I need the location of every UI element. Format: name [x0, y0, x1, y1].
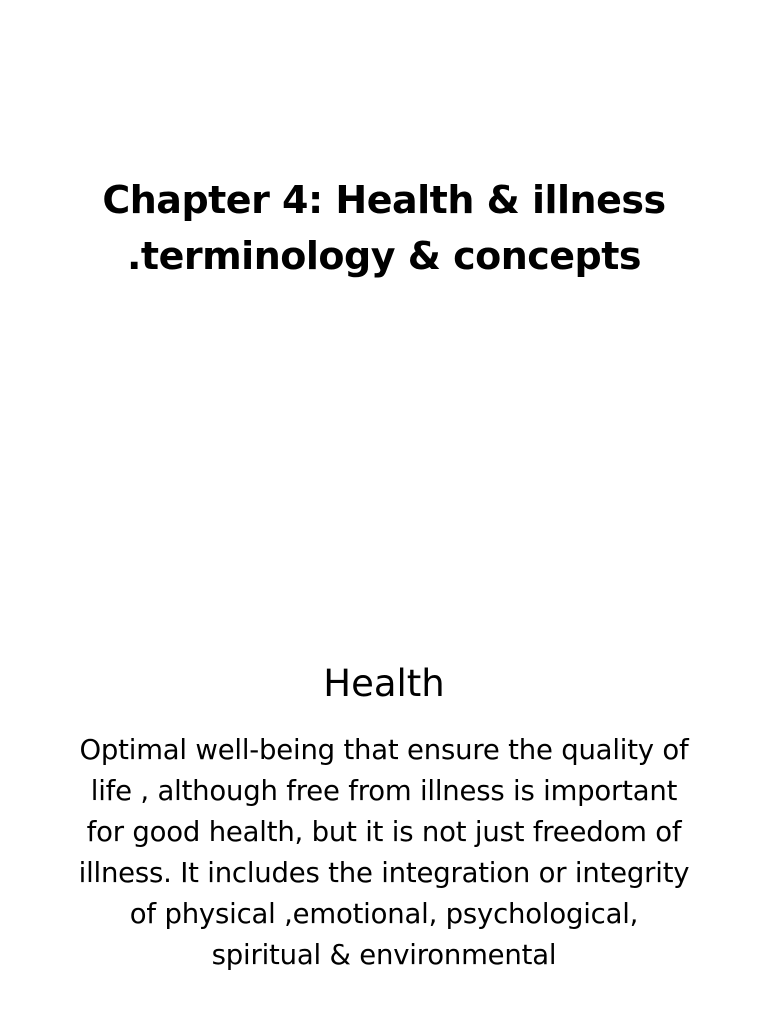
paragraph-line: for good health, but it is not just freedom of — [86, 816, 682, 848]
slide-title — [40, 172, 728, 284]
section-heading: Health — [323, 662, 445, 705]
paragraph-line: Optimal well-being that ensure the quality of — [79, 734, 689, 766]
slide-title-line-1: Chapter 4: Health & illness — [102, 178, 666, 222]
slide-title-line-2: .terminology & concepts — [126, 234, 642, 278]
paragraph-line: life , although free from illness is important — [90, 775, 678, 807]
paragraph-line: spiritual & environmental — [211, 939, 557, 971]
paragraph-line: illness. It includes the integration or integrity — [78, 857, 690, 889]
definition-paragraph — [50, 730, 718, 976]
content-slide — [0, 512, 768, 1024]
paragraph-line: of physical ,emotional, psychological, — [129, 898, 639, 930]
